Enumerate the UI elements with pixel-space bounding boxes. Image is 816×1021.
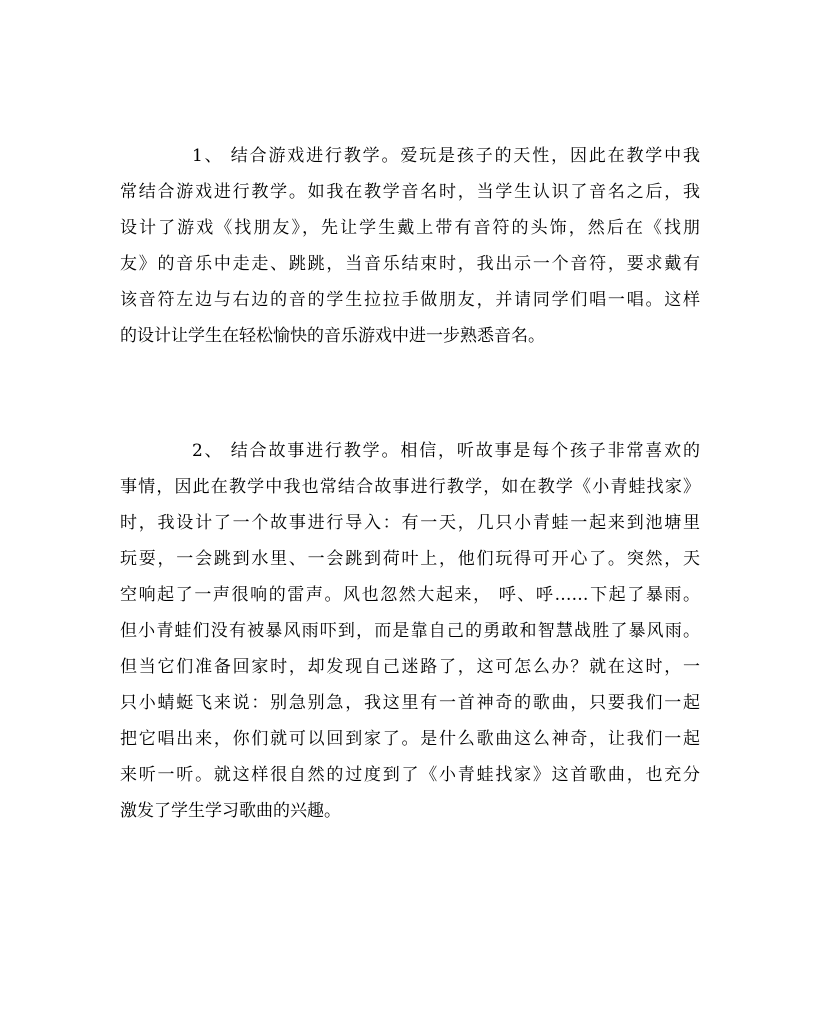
paragraph-line: 玩耍，一会跳到水里、一会跳到荷叶上，他们玩得可开心了。突然，天 <box>120 549 700 569</box>
paragraph-line: 激发了学生学习歌曲的兴趣。 <box>120 801 341 821</box>
paragraph-1 <box>120 138 700 354</box>
paragraph-line: 2、 结合故事进行教学。相信，听故事是每个孩子非常喜欢的 <box>192 441 700 461</box>
paragraph-line: 设计了游戏《找朋友》，先让学生戴上带有音符的头饰，然后在《找朋 <box>120 218 700 238</box>
paragraph-line: 空响起了一声很响的雷声。风也忽然大起来， 呼、呼……下起了暴雨。 <box>120 585 700 605</box>
paragraph-line: 事情，因此在教学中我也常结合故事进行教学，如在教学《小青蛙找家》 <box>120 477 700 497</box>
paragraph-line: 该音符左边与右边的音的学生拉拉手做朋友，并请同学们唱一唱。这样 <box>120 290 700 310</box>
paragraph-line: 常结合游戏进行教学。如我在教学音名时，当学生认识了音名之后，我 <box>120 182 700 202</box>
paragraph-line: 把它唱出来，你们就可以回到家了。是什么歌曲这么神奇，让我们一起 <box>120 729 700 749</box>
paragraph-line: 但当它们准备回家时，却发现自己迷路了，这可怎么办？就在这时，一 <box>120 657 700 677</box>
paragraph-line: 来听一听。就这样很自然的过度到了《小青蛙找家》这首歌曲，也充分 <box>120 765 700 785</box>
paragraph-line: 友》的音乐中走走、跳跳，当音乐结束时，我出示一个音符，要求戴有 <box>120 254 700 274</box>
paragraph-line: 只小蜻蜓飞来说：别急别急，我这里有一首神奇的歌曲，只要我们一起 <box>120 693 700 713</box>
paragraph-line: 的设计让学生在轻松愉快的音乐游戏中进一步熟悉音名。 <box>120 326 545 346</box>
paragraph-line: 时，我设计了一个故事进行导入：有一天，几只小青蛙一起来到池塘里 <box>120 513 700 533</box>
paragraph-line: 1、 结合游戏进行教学。爱玩是孩子的天性，因此在教学中我 <box>192 146 700 166</box>
paragraph-2 <box>120 433 700 829</box>
paragraph-line: 但小青蛙们没有被暴风雨吓到，而是靠自己的勇敢和智慧战胜了暴风雨。 <box>120 621 700 641</box>
